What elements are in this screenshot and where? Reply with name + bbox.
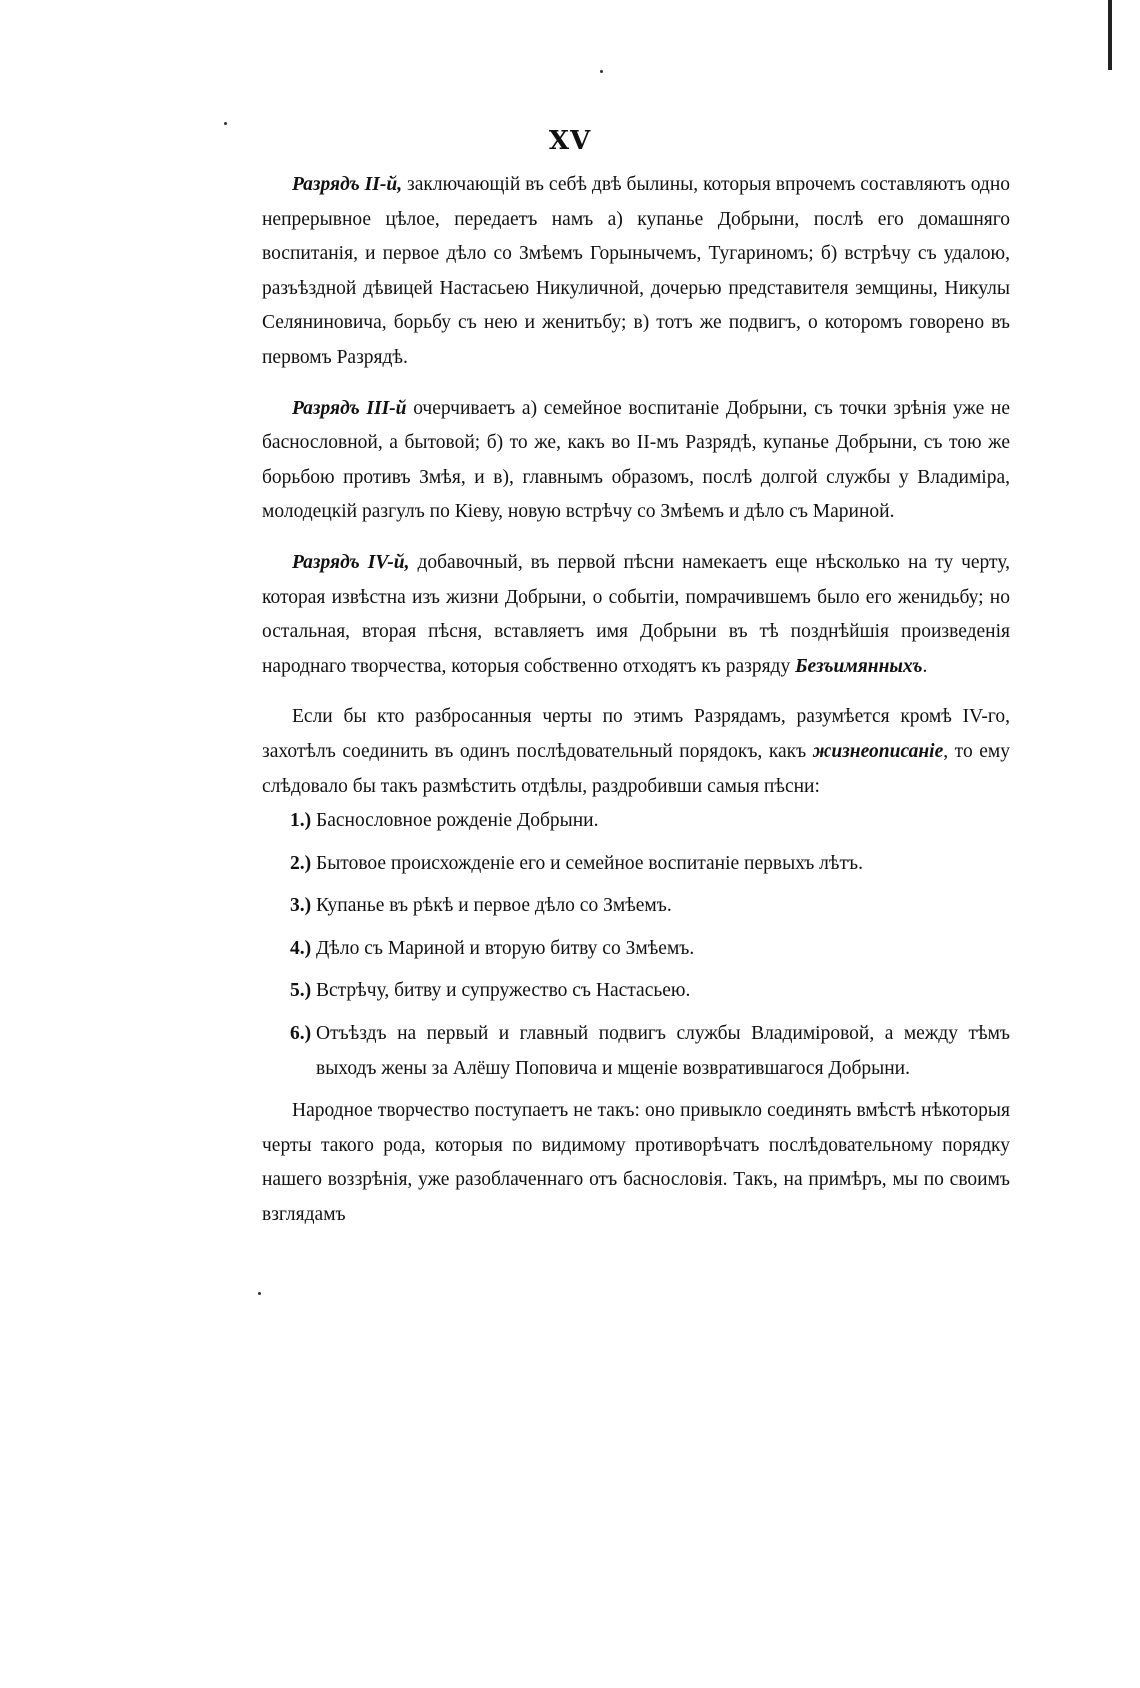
paragraph-razryad-4 [262,546,1010,684]
italic-term: жизнеописаніе [812,740,944,762]
list-number: 4.) [290,937,312,959]
page-edge-mark [1108,0,1112,70]
paragraph-razryad-2 [262,168,1010,376]
list-item [262,889,1010,924]
intro-text-a: Если бы кто разбросанныя черты по этимъ Разрядамъ, разумѣется кромѣ IV-го, захотѣлъ соединить въ одинъ послѣдовательный порядокъ, какъ [262,706,1010,762]
list-item [262,847,1010,882]
list-item [262,932,1010,967]
list-text: Купанье въ рѣкѣ и первое дѣло со Змѣемъ. [316,895,672,917]
scan-speck [224,122,227,125]
list-item [262,804,1010,839]
list-number: 3.) [290,895,312,917]
paragraph-closing: Народное творчество поступаетъ не такъ: оно привыкло соединять вмѣстѣ нѣкоторыя черты такого рода, которыя по видимому противорѣчатъ послѣдовательному порядку нашего воззрѣнія, уже разоблаченнаго отъ баснословія. Такъ, на примѣръ, мы по своимъ взглядамъ [262,1100,1010,1226]
list-text: Отъѣздъ на первый и главный подвигъ службы Владиміровой, а между тѣмъ выходъ жены за Алёшу Поповича и мщеніе возвратившагося Добрыни. [316,1023,1010,1079]
list-text: Встрѣчу, битву и супружество съ Настасьею. [316,980,691,1002]
list-text: Дѣло съ Мариной и вторую битву со Змѣемъ. [316,937,695,959]
list-number: 1.) [290,810,312,832]
list-number: 2.) [290,852,312,874]
section-label: Разрядъ IV-й, [292,551,410,573]
paragraph-intro [262,700,1010,804]
paragraph-text: заключающій въ себѣ двѣ былины, которыя впрочемъ составляютъ одно непрерывное цѣлое, передаетъ намъ а) купанье Добрыни, послѣ его домашняго воспитанія, и первое дѣло со Змѣемъ Горынычемъ, Тугариномъ; б) встрѣчу съ удалою, разъѣздной дѣвицей Настасьею Никуличной, дочерью представителя земщины, Никулы Селяниновича, борьбу съ нею и женитьбу; в) тотъ же подвигъ, о которомъ говорено въ первомъ Разрядѣ. [262,174,1010,368]
list-item [262,974,1010,1009]
episode-list [262,804,1010,1086]
list-item [262,1017,1010,1086]
list-number: 6.) [290,1023,312,1045]
page-number: XV [548,126,592,156]
list-number: 5.) [290,980,312,1002]
list-text: Баснословное рожденіе Добрыни. [316,810,599,832]
paragraph-tail: . [922,655,928,677]
scan-speck [258,1292,261,1295]
scan-speck [600,70,603,73]
section-label: Разрядъ II-й, [292,174,403,195]
list-text: Бытовое происхожденіе его и семейное воспитаніе первыхъ лѣтъ. [316,852,863,874]
intro-text-b: , то ему слѣдовало бы такъ размѣстить отдѣлы, раздробивши самыя пѣсни: [262,740,1010,797]
section-label: Разрядъ III-й [292,397,407,419]
paragraph-text: очерчиваетъ а) семейное воспитаніе Добрыни, съ точки зрѣнія уже не баснословной, а бытовой; б) то же, какъ во II-мъ Разрядѣ, купанье Добрыни, съ тою же борьбою противъ Змѣя, и в), главнымъ образомъ, послѣ долгой службы у Владиміра, молодецкій разгулъ по Кіеву, новую встрѣчу со Змѣемъ и дѣло съ Мариной. [262,397,1011,523]
italic-term: Безъимянныхъ [795,655,923,677]
paragraph-razryad-3 [262,392,1010,530]
page-body [262,168,1010,1233]
paragraph-text: добавочный, въ первой пѣсни намекаетъ еще нѣсколько на ту черту, которая извѣстна изъ жизни Добрыни, о событіи, помрачившемъ было его женидьбу; но остальная, вторая пѣсня, вставляетъ имя Добрыни въ тѣ позднѣйшія произведенія народнаго творчества, которыя собственно отходятъ къ разряду [262,551,1010,677]
